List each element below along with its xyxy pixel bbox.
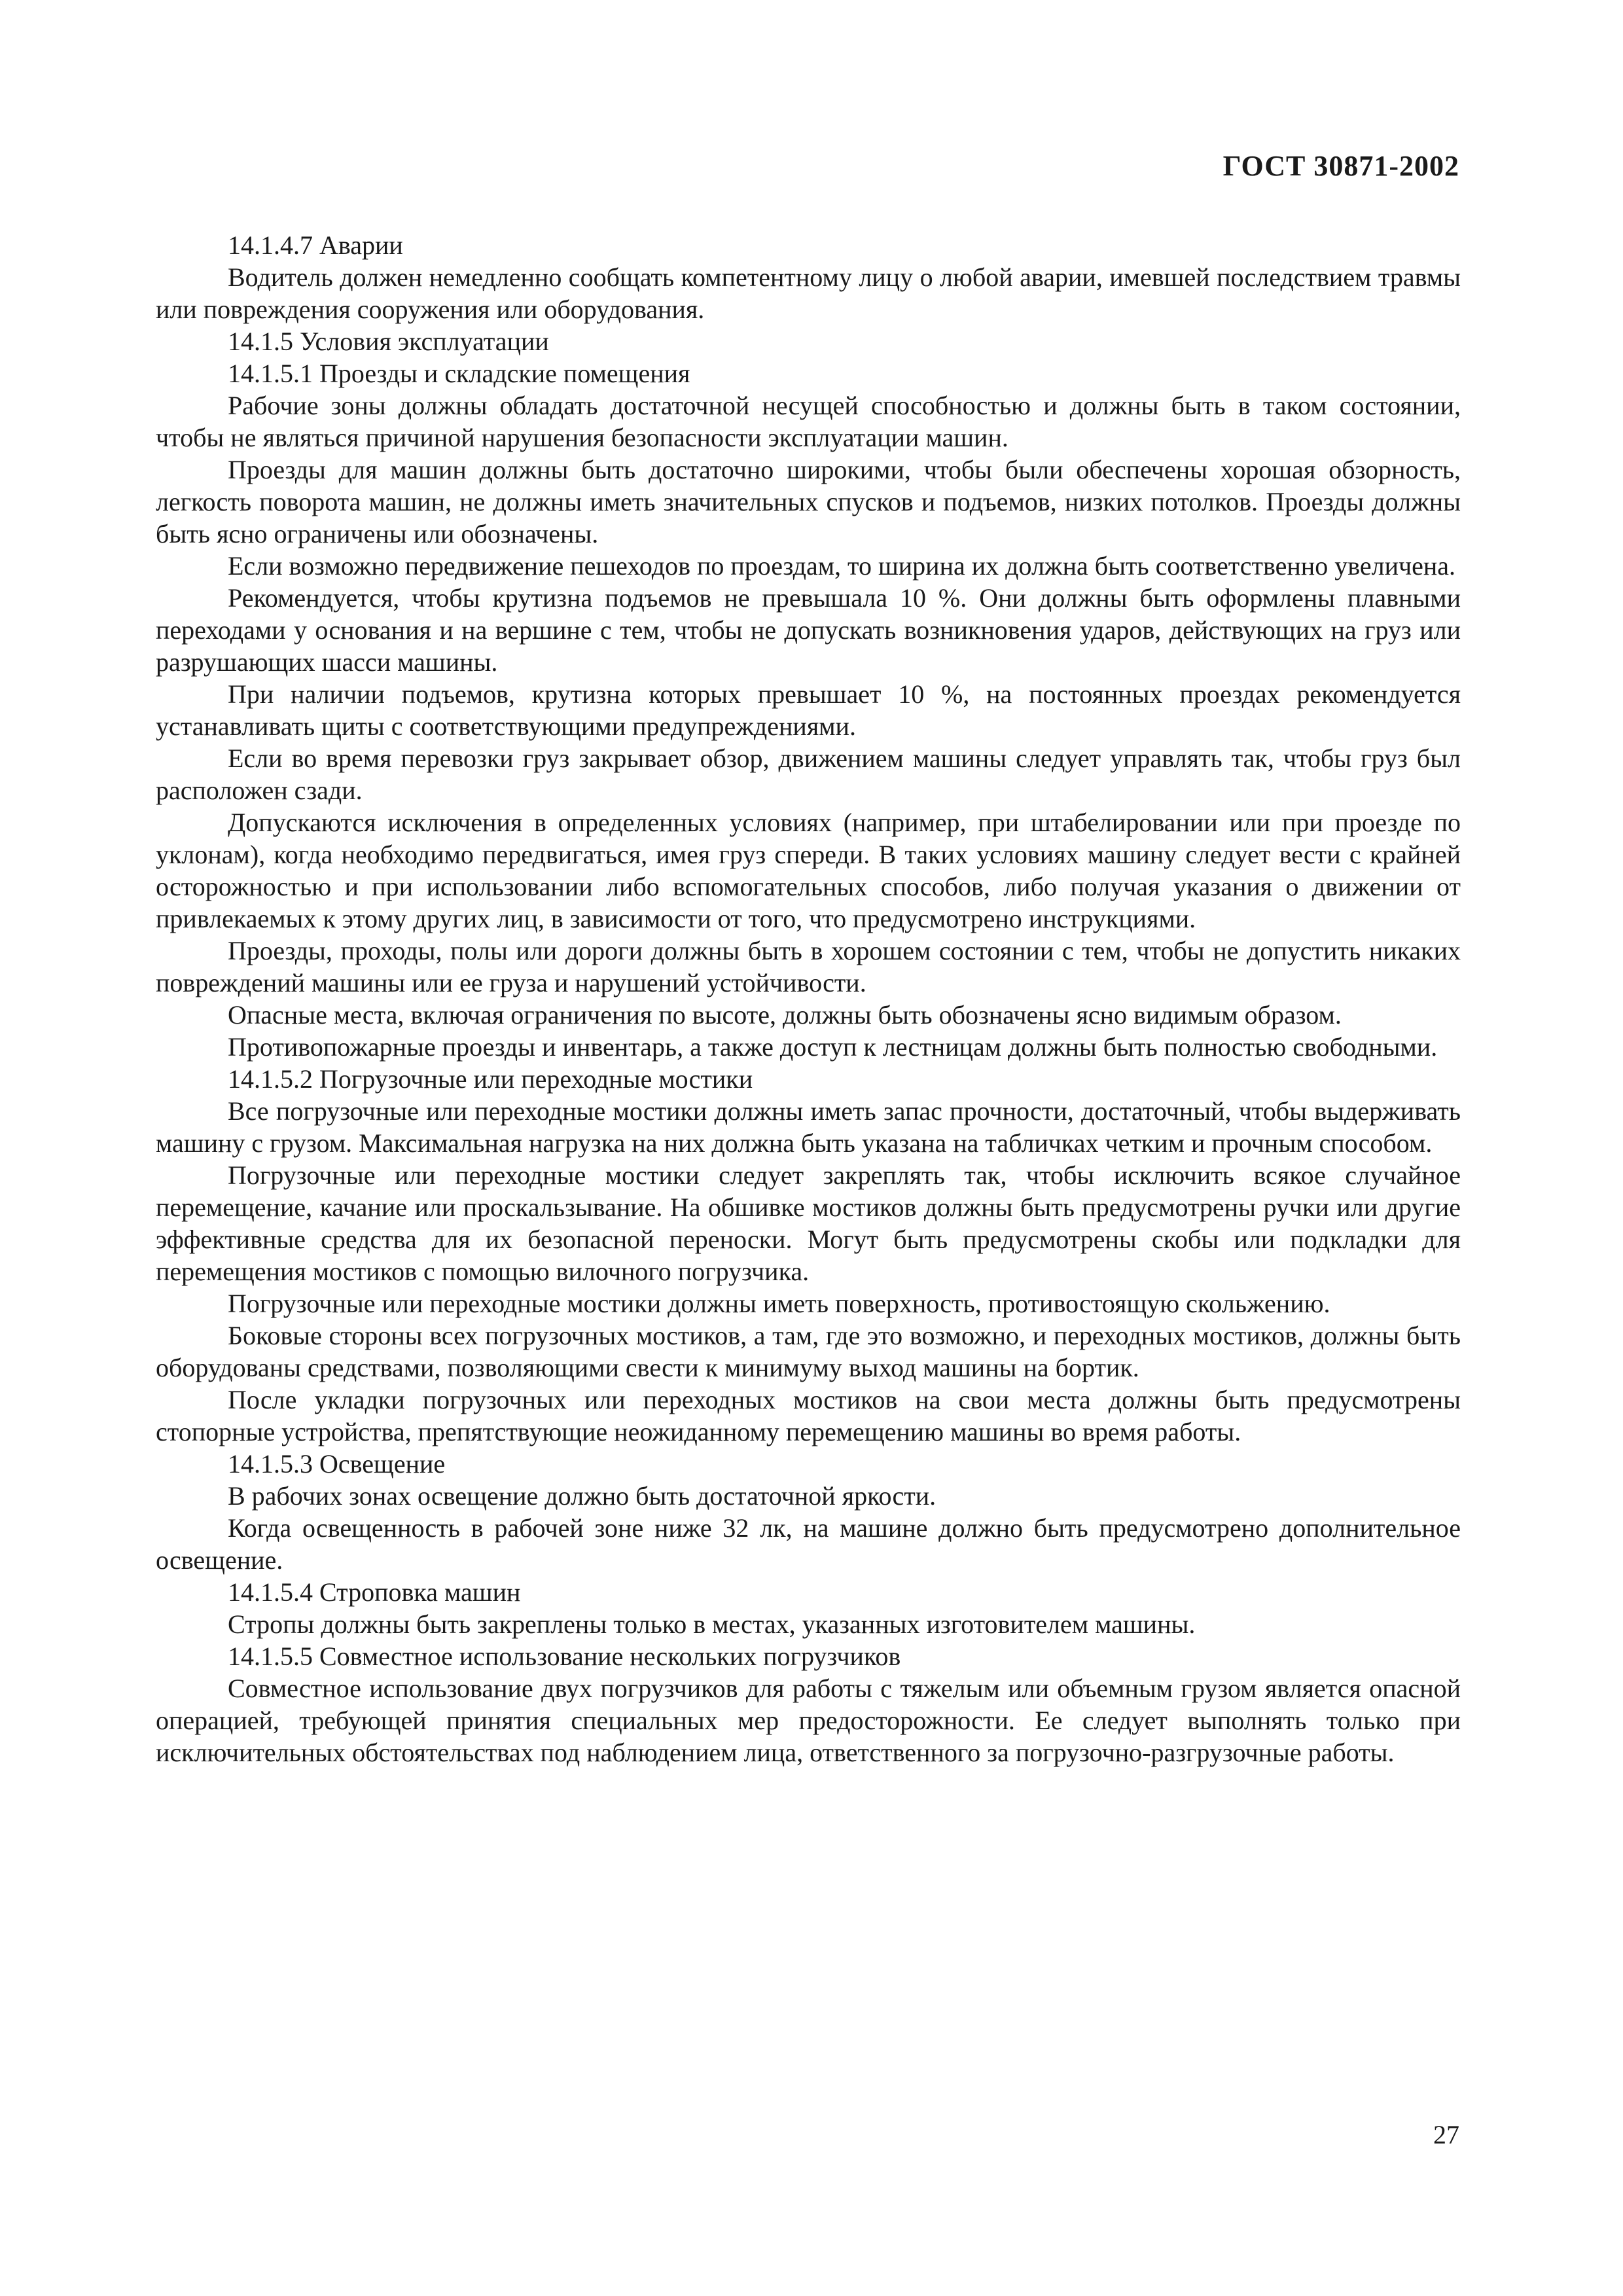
document-body (156, 229, 1461, 1768)
paragraph: После укладки погрузочных или переходных мостиков на свои места должны быть предусмотрены стопорные устройства, препятствующие неожиданному перемещению машины во время работы. (156, 1385, 1461, 1446)
paragraph: Если во время перевозки груз закрывает обзор, движением машины следует управлять так, чтобы груз был расположен сзади. (156, 744, 1461, 805)
paragraph: Боковые стороны всех погрузочных мостиков, а там, где это возможно, и переходных мостиков, должны быть оборудованы средствами, позволяющими свести к минимуму выход машины на бортик. (156, 1321, 1461, 1382)
paragraph: Рабочие зоны должны обладать достаточной несущей способностью и должны быть в таком состоянии, чтобы не являться причиной нарушения безопасности эксплуатации машин. (156, 391, 1461, 452)
section-heading: 14.1.5 Условия эксплуатации (228, 327, 549, 356)
page-number: 27 (1433, 2120, 1459, 2149)
paragraph: В рабочих зонах освещение должно быть достаточной яркости. (228, 1481, 936, 1511)
paragraph: Когда освещенность в рабочей зоне ниже 32 лк, на машине должно быть предусмотрено дополнительное освещение. (156, 1513, 1461, 1575)
section-heading: 14.1.4.7 Аварии (228, 230, 403, 260)
paragraph: Все погрузочные или переходные мостики должны иметь запас прочности, достаточный, чтобы выдерживать машину с грузом. Максимальная нагрузка на них должна быть указана на табличках четким и прочным способом. (156, 1096, 1461, 1158)
paragraph: Противопожарные проезды и инвентарь, а также доступ к лестницам должны быть полностью свободными. (228, 1032, 1438, 1062)
paragraph: Совместное использование двух погрузчиков для работы с тяжелым или объемным грузом является опасной операцией, требующей принятия специальных мер предосторожности. Ее следует выполнять только при исключительных обстоятельствах под наблюдением лица, ответственного за погрузочно-разгрузочные работы. (156, 1674, 1461, 1767)
section-heading: 14.1.5.2 Погрузочные или переходные мостики (228, 1064, 753, 1094)
paragraph: При наличии подъемов, крутизна которых превышает 10 %, на постоянных проездах рекомендуется устанавливать щиты с соответствующими предупреждениями. (156, 679, 1461, 741)
paragraph: Рекомендуется, чтобы крутизна подъемов не превышала 10 %. Они должны быть оформлены плавными переходами у основания и на вершине с тем, чтобы не допускать возникновения ударов, действующих на груз или разрушающих шасси машины. (156, 583, 1461, 677)
document-header: ГОСТ 30871-2002 (1222, 150, 1459, 182)
section-heading: 14.1.5.3 Освещение (228, 1449, 446, 1479)
paragraph: Погрузочные или переходные мостики следует закреплять так, чтобы исключить всякое случайное перемещение, качание или проскальзывание. На обшивке мостиков должны быть предусмотрены ручки или другие эффективные средства для их безопасной переноски. Могут быть предусмотрены скобы или подкладки для перемещения мостиков с помощью вилочного погрузчика. (156, 1160, 1461, 1286)
paragraph: Опасные места, включая ограничения по высоте, должны быть обозначены ясно видимым образом. (228, 1000, 1342, 1030)
paragraph: Проезды, проходы, полы или дороги должны быть в хорошем состоянии с тем, чтобы не допустить никаких повреждений машины или ее груза и нарушений устойчивости. (156, 936, 1461, 997)
paragraph: Проезды для машин должны быть достаточно широкими, чтобы были обеспечены хорошая обзорность, легкость поворота машин, не должны иметь значительных спусков и подъемов, низких потолков. Проезды должны быть ясно ограничены или обозначены. (156, 455, 1461, 548)
section-heading: 14.1.5.4 Строповка машин (228, 1577, 521, 1607)
paragraph: Стропы должны быть закреплены только в местах, указанных изготовителем машины. (228, 1609, 1196, 1639)
paragraph: Если возможно передвижение пешеходов по проездам, то ширина их должна быть соответственно увеличена. (228, 551, 1456, 581)
section-heading: 14.1.5.1 Проезды и складские помещения (228, 359, 690, 388)
paragraph: Водитель должен немедленно сообщать компетентному лицу о любой аварии, имевшей последствием травмы или повреждения сооружения или оборудования. (156, 262, 1461, 324)
paragraph: Погрузочные или переходные мостики должны иметь поверхность, противостоящую скольжению. (228, 1289, 1330, 1318)
section-heading: 14.1.5.5 Совместное использование нескольких погрузчиков (228, 1641, 901, 1671)
paragraph: Допускаются исключения в определенных условиях (например, при штабелировании или при проезде по уклонам), когда необходимо передвигаться, имея груз спереди. В таких условиях машину следует вести с крайней осторожностью и при использовании либо вспомогательных способов, либо получая указания о движении от привлекаемых к этому других лиц, в зависимости от того, что предусмотрено инструкциями. (156, 808, 1461, 933)
